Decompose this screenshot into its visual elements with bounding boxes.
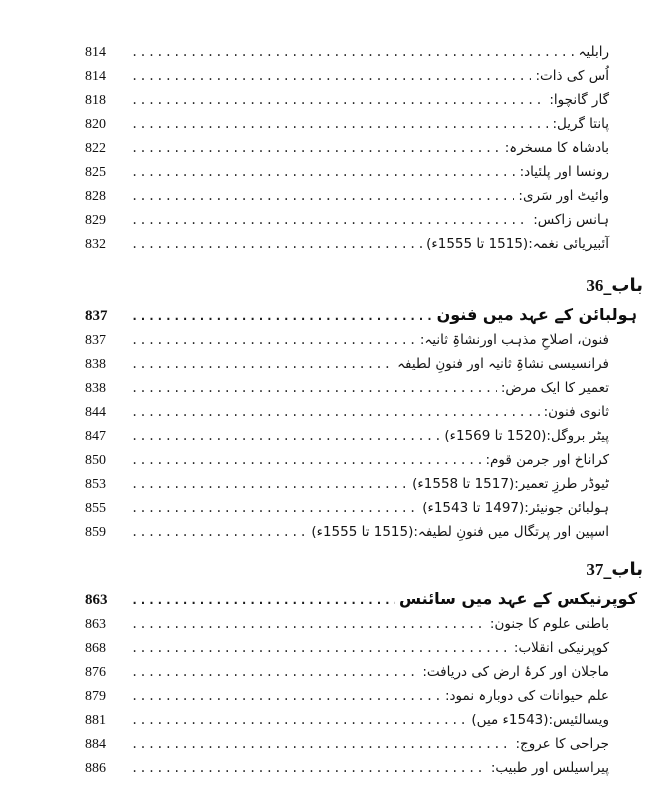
dot-leader [131,708,467,732]
page-number: 863 [85,617,106,632]
page-number: 832 [85,237,106,252]
page-number: 818 [85,93,106,108]
toc-entry [85,40,643,64]
chapter-heading-word: باب [611,275,643,296]
chapter-heading [85,270,643,302]
page-number: 814 [85,69,106,84]
chapter-section [85,270,643,544]
toc-entry [85,160,643,184]
dot-leader [131,636,510,660]
toc-entry [85,376,643,400]
toc-entry [85,112,643,136]
page-number: 850 [85,453,106,468]
toc-entry-label: ثانوی فنون: [543,404,609,420]
dot-leader [131,496,418,520]
dot-leader [131,64,531,88]
dot-leader [131,352,393,376]
dot-leader [131,660,418,684]
dot-leader [131,40,575,64]
toc-entry-label: ہولبائن جونیئر:(1497 تا 1543ء) [422,500,609,516]
toc-entry [85,232,643,256]
toc-entry [85,352,643,376]
chapter-title-entry [85,586,643,612]
page-number: 863 [85,592,108,608]
toc-entry [85,612,643,636]
toc-entry-label: رونسا اور پلئیاد: [519,164,609,180]
toc-entry [85,684,643,708]
dot-leader [131,732,511,756]
chapter-heading [85,554,643,586]
page-number: 884 [85,737,106,752]
toc-entry [85,660,643,684]
entry-section [85,40,643,256]
dot-leader [131,612,486,636]
toc-entry-label: ماجلان اور کرۂ ارض کی دریافت: [422,664,609,680]
page-number: 838 [85,357,106,372]
toc-entry [85,636,643,660]
toc-entry [85,448,643,472]
dot-leader [131,424,440,448]
toc-entry [85,520,643,544]
page-number: 868 [85,641,106,656]
toc-entry-label: گار گانچوا: [549,92,609,108]
page-number: 859 [85,525,106,540]
page-number: 876 [85,665,106,680]
page-number: 886 [85,761,106,776]
page-number: 814 [85,45,106,60]
page-number: 837 [85,308,108,324]
toc-entry-label: تعمیر کا ایک مرض: [500,380,609,396]
page-number: 844 [85,405,106,420]
chapter-heading-number: 36 [586,276,604,295]
chapter-section [85,554,643,780]
dot-leader [131,756,487,780]
toc-entry-label: کراناخ اور جرمن قوم: [485,452,609,468]
page-number: 820 [85,117,106,132]
toc-entry [85,708,643,732]
toc-entry [85,136,643,160]
dot-leader [131,472,408,496]
toc-entry [85,400,643,424]
chapter-title-entry [85,302,643,328]
page-number: 828 [85,189,106,204]
toc-entry [85,756,643,780]
toc-entry-label: ہولبائن کے عہد میں فنون [436,305,637,324]
toc-entry [85,732,643,756]
toc-entry [85,184,643,208]
dot-leader [131,328,416,352]
toc-entry-label: بادشاہ کا مسخرہ: [504,140,609,156]
toc-entry-label: وائیٹ اور سَری: [518,188,609,204]
toc-entry [85,208,643,232]
dot-leader [131,208,529,232]
toc-entry-label: پیٹر بروگل:(1520 تا 1569ء) [444,428,609,444]
page-number: 853 [85,477,106,492]
dot-leader [131,184,514,208]
page-number: 837 [85,333,106,348]
dot-leader [131,232,422,256]
toc-entry-label: باطنی علوم کا جنون: [489,616,609,632]
dot-leader [131,400,540,424]
chapter-heading-number: 37 [586,560,604,579]
toc-entry [85,328,643,352]
toc-entry [85,472,643,496]
toc-entry-label: فرانسیسی نشاۃِ ثانیہ اور فنونِ لطیفہ [397,356,609,372]
toc-entry-label: پانتا گریل: [552,116,609,132]
toc-entry-label: ویسالئیس:(1543ء میں) [471,712,609,728]
page-number: 855 [85,501,106,516]
page-number: 829 [85,213,106,228]
toc-entry-label: پیراسیلس اور طبیب: [490,760,609,776]
toc-entry-label: جراحی کا عروج: [515,736,609,752]
toc-entry [85,424,643,448]
page-number: 847 [85,429,106,444]
toc-entry [85,64,643,88]
toc-entry [85,88,643,112]
chapter-heading-word: باب [611,559,643,580]
toc-entry-label: آئبیریائی نغمہ:(1515 تا 1555ء) [426,236,609,252]
toc-entry-label: رابلیہ [578,44,609,60]
dot-leader [131,448,481,472]
toc-entry-label: علم حیوانات کی دوبارہ نمود: [444,688,609,704]
toc-entry-label: اُس کی ذات: [535,68,609,84]
toc-entry-label: کوپرنیکس کے عہد میں سائنس [399,589,637,608]
page-number: 825 [85,165,106,180]
dot-leader [131,587,395,613]
toc-entry-label: اسپین اور پرتگال میں فنونِ لطیفہ:(1515 تا 1555ء) [311,524,609,540]
dot-leader [131,160,516,184]
page-number: 822 [85,141,106,156]
toc-entry [85,496,643,520]
toc-entry-label: ٹیوڈر طرزِ تعمیر:(1517 تا 1558ء) [412,476,609,492]
dot-leader [131,376,497,400]
toc-entry-label: کوپرنیکی انقلاب: [513,640,609,656]
dot-leader [131,136,501,160]
dot-leader [131,520,307,544]
chapter-heading-separator: _ [603,276,612,295]
page-number: 838 [85,381,106,396]
dot-leader [131,303,433,329]
toc-entry-label: ہانس زاکس: [533,212,609,228]
page-number: 881 [85,713,106,728]
chapter-heading-separator: _ [603,560,612,579]
dot-leader [131,88,545,112]
toc-entry-label: فنون، اصلاحِ مذہب اورنشاۃِ ثانیہ: [419,332,609,348]
dot-leader [131,684,441,708]
dot-leader [131,112,548,136]
page-number: 879 [85,689,106,704]
